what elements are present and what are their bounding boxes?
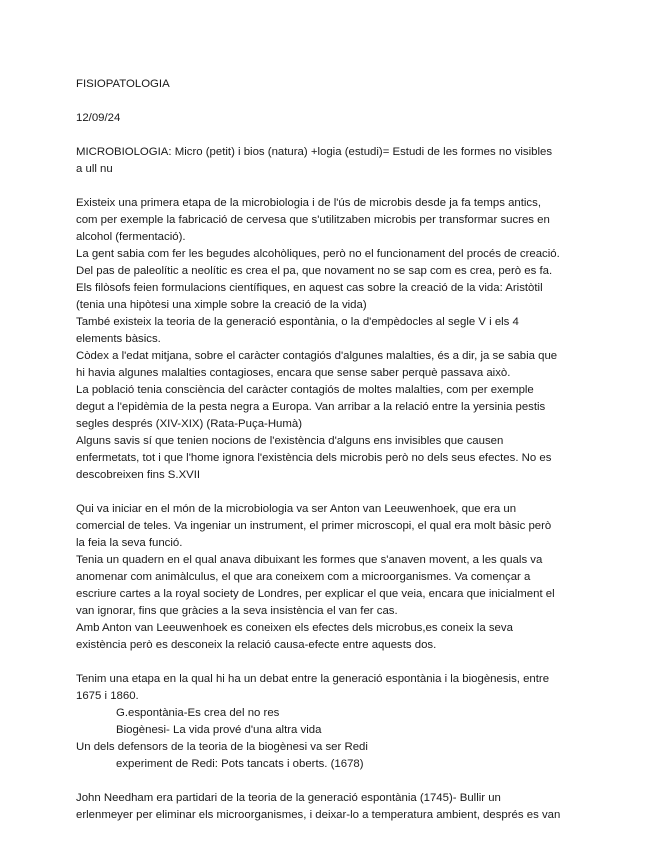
text-line: Tenia un quadern en el qual anava dibuixant les formes que s'anaven movent, a les quals va — [76, 554, 543, 566]
text-line: a ull nu — [76, 163, 113, 175]
text-line: descobreixen fins S.XVII — [76, 469, 201, 481]
text-line: Qui va iniciar en el món de la microbiologia va ser Anton van Leeuwenhoek, que era un — [76, 503, 517, 515]
text-line: Alguns savis sí que tenien nocions de l'existència d'alguns ens invisibles que causen — [76, 435, 504, 447]
definition-biogenesis: Biogènesi- La vida prové d'una altra vida — [116, 724, 322, 736]
text-line: La població tenia consciència del caràcter contagiós de moltes malalties, com per exemple — [76, 384, 534, 396]
text-line: enfermetats, tot i que l'home ignora l'existència dels microbis però no dels seus efectes. No es — [76, 452, 552, 464]
spacer — [76, 654, 581, 671]
text-line: elements bàsics. — [76, 333, 161, 345]
intro-paragraph — [76, 144, 581, 178]
leeuwenhoek-paragraph — [76, 501, 581, 654]
history-paragraph — [76, 195, 581, 484]
redi-experiment: experiment de Redi: Pots tancats i oberts. (1678) — [116, 758, 364, 770]
text-line: La gent sabia com fer les begudes alcohòliques, però no el funcionament del procés de creació. — [76, 248, 560, 260]
text-line: existència però es desconeix la relació causa-efecte entre aquests dos. — [76, 639, 437, 651]
text-line: També existeix la teoria de la generació espontània, o la d'empèdocles al segle V i els 4 — [76, 316, 519, 328]
text-line: van ignorar, fins que gràcies a la seva insistència el van fer cas. — [76, 605, 398, 617]
definition-spontaneous-generation: G.espontània-Es crea del no res — [116, 707, 280, 719]
spacer — [76, 93, 581, 110]
text-line: segles després (XIV-XIX) (Rata-Puça-Humà) — [76, 418, 302, 430]
text-line: Amb Anton van Leeuwenhoek es coneixen els efectes dels microbus,es coneix la seva — [76, 622, 513, 634]
document-date: 12/09/24 — [76, 112, 121, 124]
text-line: (tenia una hipòtesi una ximple sobre la creació de la vida) — [76, 299, 367, 311]
text-line: hi havia algunes malalties contagioses, encara que sense saber perquè passava això. — [76, 367, 511, 379]
debate-paragraph — [76, 671, 581, 773]
needham-paragraph — [76, 790, 581, 824]
text-line: Els filòsofs feien formulacions científiques, en aquest cas sobre la creació de la vida: Aristòtil — [76, 282, 543, 294]
text-line: Existeix una primera etapa de la microbiologia i de l'ús de microbis desde ja fa temps antics, — [76, 197, 541, 209]
spacer — [76, 773, 581, 790]
spacer — [76, 484, 581, 501]
text-line: comercial de teles. Va ingeniar un instrument, el primer microscopi, el qual era molt bàsic però — [76, 520, 552, 532]
text-line: MICROBIOLOGIA: Micro (petit) i bios (natura) +logia (estudi)= Estudi de les formes no visibles — [76, 146, 553, 158]
text-line: erlenmeyer per eliminar els microorganismes, i deixar-lo a temperatura ambient, després es van — [76, 809, 561, 821]
text-line: degut a l'epidèmia de la pesta negra a Europa. Van arribar a la relació entre la yersinia pestis — [76, 401, 546, 413]
text-line: com per exemple la fabricació de cervesa que s'utilitzaben microbis per transformar sucres en — [76, 214, 550, 226]
text-line: Tenim una etapa en la qual hi ha un debat entre la generació espontània i la biogènesis, entre — [76, 673, 550, 685]
text-line: alcohol (fermentació). — [76, 231, 186, 243]
text-line: Del pas de paleolític a neolític es crea el pa, que novament no se sap com es crea, però es fa. — [76, 265, 553, 277]
document-body — [76, 76, 581, 824]
text-line: Còdex a l'edat mitjana, sobre el caràcter contagiós d'algunes malalties, és a dir, ja se sabia que — [76, 350, 558, 362]
text-line: Un dels defensors de la teoria de la biogènesi va ser Redi — [76, 741, 368, 753]
text-line: anomenar com animàlculus, el que ara coneixem com a microorganismes. Va començar a — [76, 571, 531, 583]
spacer — [76, 178, 581, 195]
spacer — [76, 127, 581, 144]
text-line: la feia la seva funció. — [76, 537, 183, 549]
text-line: escriure cartes a la royal society de Londres, per explicar el que veia, encara que inicialment el — [76, 588, 555, 600]
document-title: FISIOPATOLOGIA — [76, 78, 170, 90]
text-line: John Needham era partidari de la teoria de la generació espontània (1745)- Bullir un — [76, 792, 501, 804]
text-line: 1675 i 1860. — [76, 690, 139, 702]
